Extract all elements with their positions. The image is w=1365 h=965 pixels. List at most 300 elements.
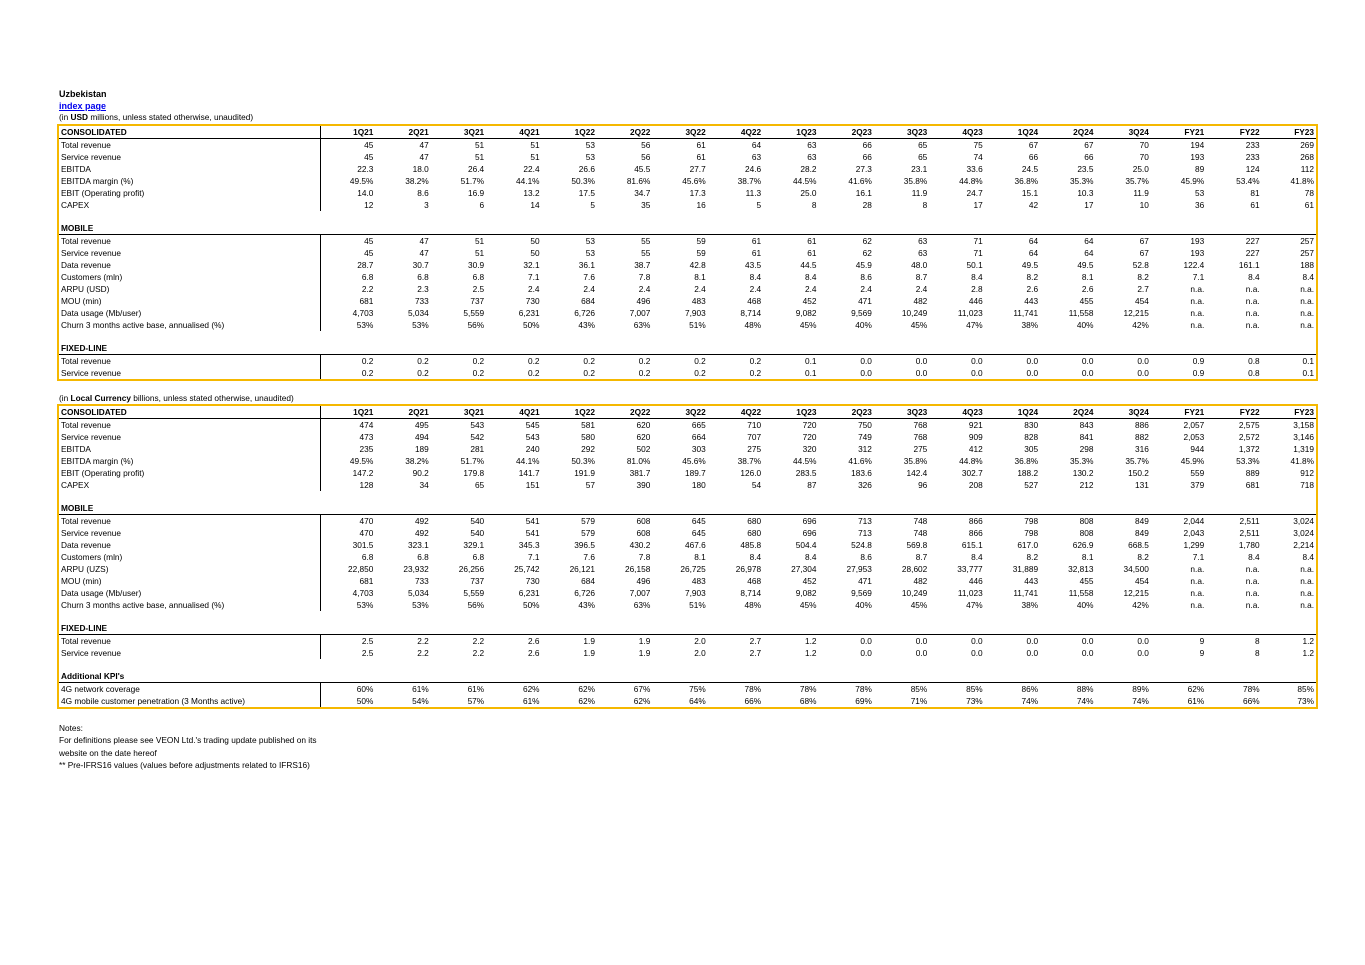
- value-cell: 2,575: [1238, 419, 1260, 430]
- spacer-cell: [929, 659, 984, 670]
- spacer-row: [58, 211, 1317, 222]
- section-cell: [708, 670, 763, 683]
- table-row: [58, 431, 1317, 443]
- spacer-cell: [1206, 659, 1261, 670]
- spacer-cell: [1151, 331, 1206, 342]
- spacer-cell: [486, 611, 541, 622]
- value-cell: 67: [1028, 139, 1039, 150]
- value-cell: 35: [641, 199, 651, 210]
- value-cell: 396.5: [574, 539, 595, 550]
- value-cell: 131: [1135, 479, 1149, 490]
- row-label: CAPEX: [58, 479, 320, 491]
- value-cell: 63: [751, 151, 762, 162]
- value-cell: 9,082: [795, 307, 817, 318]
- value-cell: 44.1%: [516, 175, 540, 186]
- section-cell: [486, 622, 541, 635]
- value-cell: 27.7: [689, 163, 706, 174]
- table-row: [58, 163, 1317, 175]
- value-cell: 620: [636, 419, 651, 430]
- table-row: [58, 175, 1317, 187]
- table-row: [58, 247, 1317, 259]
- value-cell: 44.8%: [959, 175, 983, 186]
- value-cell: 696: [802, 527, 817, 538]
- value-cell: 47: [419, 139, 429, 150]
- value-cell: 569.8: [906, 539, 928, 550]
- value-cell: 269: [1262, 139, 1317, 152]
- value-cell: 85%: [1262, 683, 1317, 696]
- value-cell: 882: [1135, 431, 1149, 442]
- value-cell: 5,559: [463, 307, 485, 318]
- value-cell: 28,602: [901, 563, 928, 574]
- value-cell: 63: [918, 235, 928, 246]
- row-label: Total revenue: [58, 419, 320, 432]
- value-cell: 452: [802, 295, 817, 306]
- table-row: [58, 319, 1317, 331]
- value-cell: 32,813: [1068, 563, 1094, 574]
- value-cell: 2,053: [1183, 431, 1205, 442]
- spacer-cell: [58, 491, 320, 502]
- value-cell: 302.7: [961, 467, 983, 478]
- table-row: [58, 259, 1317, 271]
- value-cell: 0.2: [417, 367, 429, 378]
- value-cell: 8.1: [1081, 271, 1094, 282]
- spacer-cell: [819, 659, 874, 670]
- period-header: 4Q22: [708, 405, 763, 419]
- section-cell: [431, 670, 486, 683]
- table-row: [58, 527, 1317, 539]
- section-row: [58, 502, 1317, 515]
- table-row: [58, 443, 1317, 455]
- value-cell: 0.2: [638, 367, 651, 378]
- period-header: 1Q22: [542, 405, 597, 419]
- value-cell: 681: [359, 295, 374, 306]
- value-cell: 15.1: [1021, 187, 1039, 198]
- value-cell: 665: [691, 419, 706, 430]
- value-cell: 42%: [1132, 319, 1149, 330]
- value-cell: 194: [1190, 139, 1205, 150]
- value-cell: 664: [691, 431, 706, 442]
- value-cell: 473: [359, 431, 374, 442]
- section-label: CONSOLIDATED: [58, 125, 320, 139]
- value-cell: 0.8: [1248, 367, 1260, 378]
- period-header: 4Q21: [486, 125, 541, 139]
- value-cell: 8.4: [1248, 271, 1260, 282]
- value-cell: 44.5: [800, 259, 817, 270]
- value-cell: 8.4: [1262, 551, 1317, 563]
- value-cell: 720: [802, 431, 817, 442]
- value-cell: 13.2: [523, 187, 540, 198]
- value-cell: 57: [585, 479, 595, 490]
- value-cell: n.a.: [1190, 319, 1205, 330]
- section-cell: [431, 622, 486, 635]
- row-label: Service revenue: [58, 247, 320, 259]
- value-cell: 61: [1250, 199, 1260, 210]
- value-cell: 1.2: [1262, 647, 1317, 659]
- spacer-cell: [1095, 491, 1150, 502]
- section-cell: [763, 342, 818, 355]
- value-cell: 2.4: [915, 283, 928, 294]
- value-cell: 748: [913, 527, 928, 538]
- value-cell: 47: [419, 151, 429, 162]
- value-cell: 8: [1255, 635, 1260, 646]
- value-cell: 86%: [1021, 683, 1039, 694]
- value-cell: 12,215: [1123, 307, 1149, 318]
- value-cell: 713: [858, 515, 872, 526]
- value-cell: 0.2: [528, 355, 540, 366]
- value-cell: 8.4: [971, 551, 983, 562]
- table-row: [58, 307, 1317, 319]
- usd-kpi-table: [57, 124, 1318, 381]
- section-cell: [1151, 222, 1206, 235]
- value-cell: n.a.: [1190, 575, 1205, 586]
- spacer-cell: [1040, 611, 1095, 622]
- value-cell: 17: [1084, 199, 1094, 210]
- value-cell: 38.2%: [405, 175, 429, 186]
- spacer-cell: [1151, 211, 1206, 222]
- section-cell: [1262, 622, 1317, 635]
- value-cell: 212: [1079, 479, 1094, 490]
- row-label: MOU (min): [58, 295, 320, 307]
- value-cell: 50: [530, 235, 540, 246]
- section-cell: [542, 342, 597, 355]
- section-cell: [486, 670, 541, 683]
- usd-unit-note: [59, 112, 253, 122]
- value-cell: 233: [1245, 151, 1260, 162]
- value-cell: 12: [364, 199, 374, 210]
- row-label: EBITDA: [58, 163, 320, 175]
- value-cell: 12,215: [1123, 587, 1149, 598]
- value-cell: 680: [747, 527, 762, 538]
- spacer-cell: [874, 491, 929, 502]
- row-label: Service revenue: [58, 647, 320, 659]
- table-row: [58, 695, 1317, 708]
- value-cell: 645: [691, 527, 706, 538]
- table-row: [58, 295, 1317, 307]
- section-cell: [708, 502, 763, 515]
- value-cell: 48%: [744, 599, 762, 610]
- value-cell: 64: [1084, 247, 1094, 258]
- value-cell: 381.7: [629, 467, 651, 478]
- value-cell: n.a.: [1245, 319, 1260, 330]
- value-cell: 0.1: [804, 367, 817, 378]
- spacer-cell: [1040, 659, 1095, 670]
- value-cell: 944: [1190, 443, 1205, 454]
- spacer-cell: [874, 211, 929, 222]
- value-cell: 2.6: [528, 647, 540, 658]
- value-cell: 6.8: [472, 551, 485, 562]
- value-cell: 446: [968, 295, 983, 306]
- value-cell: 68%: [799, 695, 817, 706]
- value-cell: 0.2: [417, 355, 429, 366]
- value-cell: 5: [756, 199, 762, 210]
- value-cell: 55: [641, 247, 651, 258]
- page-title: Uzbekistan: [59, 89, 107, 99]
- value-cell: 2.4: [583, 283, 595, 294]
- row-label: Customers (mln): [58, 271, 320, 283]
- value-cell: 161.1: [1238, 259, 1260, 270]
- value-cell: 51: [474, 235, 485, 246]
- value-cell: 443: [1024, 295, 1039, 306]
- value-cell: 188: [1262, 259, 1317, 271]
- value-cell: 0.0: [971, 355, 983, 366]
- value-cell: 0.0: [971, 647, 983, 658]
- value-cell: 90.2: [412, 467, 429, 478]
- value-cell: 2.5: [361, 647, 374, 658]
- table-row: [58, 479, 1317, 491]
- period-header: 1Q23: [763, 125, 818, 139]
- value-cell: 713: [858, 527, 872, 538]
- value-cell: 412: [968, 443, 983, 454]
- spacer-cell: [1040, 491, 1095, 502]
- value-cell: 620: [636, 431, 651, 442]
- section-cell: [486, 502, 541, 515]
- table-row: [58, 647, 1317, 659]
- value-cell: 3: [424, 199, 429, 210]
- value-cell: 16: [696, 199, 706, 210]
- value-cell: 9: [1199, 635, 1205, 646]
- value-cell: 1,372: [1238, 443, 1260, 454]
- value-cell: 62%: [522, 683, 540, 694]
- value-cell: 0.0: [1026, 367, 1039, 378]
- spacer-cell: [1206, 331, 1261, 342]
- value-cell: 0.2: [749, 355, 762, 366]
- value-cell: 56: [641, 151, 651, 162]
- row-label: Service revenue: [58, 367, 320, 380]
- row-label: Churn 3 months active base, annualised (%): [58, 599, 320, 611]
- value-cell: 470: [359, 527, 374, 538]
- value-cell: 496: [636, 575, 651, 586]
- spacer-cell: [1095, 331, 1150, 342]
- value-cell: 11,741: [1013, 307, 1039, 318]
- period-header: 1Q21: [320, 125, 375, 139]
- spacer-cell: [1206, 491, 1261, 502]
- value-cell: 53%: [412, 319, 429, 330]
- local-currency-unit-note: [59, 393, 294, 403]
- value-cell: 27,953: [846, 563, 872, 574]
- value-cell: 8.4: [1262, 271, 1317, 283]
- value-cell: 7,903: [684, 307, 706, 318]
- value-cell: 8,714: [740, 587, 762, 598]
- section-cell: [486, 342, 541, 355]
- value-cell: 9: [1199, 647, 1205, 658]
- value-cell: 36.8%: [1014, 175, 1039, 186]
- spacer-cell: [597, 491, 652, 502]
- value-cell: 2.4: [528, 283, 540, 294]
- spacer-cell: [1262, 491, 1317, 502]
- value-cell: 545: [525, 419, 540, 430]
- section-cell: [597, 342, 652, 355]
- value-cell: 40%: [1076, 319, 1094, 330]
- value-cell: 45: [364, 247, 374, 258]
- value-cell: 75: [973, 139, 983, 150]
- table-row: [58, 683, 1317, 696]
- value-cell: 69%: [855, 695, 872, 706]
- value-cell: 2.4: [694, 283, 706, 294]
- value-cell: 543: [525, 431, 540, 442]
- section-cell: [597, 222, 652, 235]
- period-header: 3Q23: [874, 125, 929, 139]
- value-cell: 41.8%: [1262, 175, 1317, 187]
- row-label: Total revenue: [58, 355, 320, 368]
- value-cell: 808: [1079, 527, 1094, 538]
- value-cell: 41.6%: [848, 455, 872, 466]
- value-cell: 63: [807, 139, 817, 150]
- value-cell: 2.6: [1081, 283, 1094, 294]
- index-page-link[interactable]: index page: [59, 101, 107, 111]
- value-cell: 45.6%: [682, 455, 706, 466]
- value-cell: 11.9: [911, 187, 928, 198]
- period-header: 1Q23: [763, 405, 818, 419]
- spacer-row: [58, 491, 1317, 502]
- period-header: 1Q24: [985, 405, 1040, 419]
- value-cell: 14: [530, 199, 540, 210]
- value-cell: 828: [1024, 431, 1039, 442]
- spacer-cell: [542, 611, 597, 622]
- period-header: 4Q23: [929, 405, 984, 419]
- value-cell: 275: [913, 443, 928, 454]
- value-cell: 81.6%: [626, 175, 651, 186]
- value-cell: 17: [973, 199, 983, 210]
- value-cell: 179.8: [463, 467, 485, 478]
- spacer-cell: [652, 611, 707, 622]
- value-cell: 921: [968, 419, 983, 430]
- value-cell: 6,231: [518, 307, 540, 318]
- period-header: 3Q22: [652, 125, 707, 139]
- value-cell: 61%: [522, 695, 540, 706]
- value-cell: 61: [696, 151, 706, 162]
- value-cell: 71: [973, 247, 983, 258]
- value-cell: 2,511: [1239, 515, 1260, 526]
- value-cell: 581: [581, 419, 595, 430]
- value-cell: 482: [913, 295, 928, 306]
- spacer-cell: [763, 211, 818, 222]
- value-cell: 0.2: [694, 355, 706, 366]
- value-cell: 492: [414, 527, 429, 538]
- table-row: [58, 271, 1317, 283]
- table-row: [58, 151, 1317, 163]
- value-cell: 268: [1262, 151, 1317, 163]
- period-header: 1Q22: [542, 125, 597, 139]
- value-cell: 24.5: [1021, 163, 1039, 174]
- section-label: MOBILE: [58, 502, 320, 515]
- spacer-cell: [1040, 331, 1095, 342]
- row-label: 4G mobile customer penetration (3 Months active): [58, 695, 320, 708]
- section-cell: [375, 622, 430, 635]
- value-cell: 2.4: [749, 283, 762, 294]
- table-row: [58, 283, 1317, 295]
- value-cell: 454: [1135, 575, 1149, 586]
- value-cell: 50.1: [966, 259, 983, 270]
- value-cell: 8.4: [749, 551, 762, 562]
- spacer-cell: [929, 491, 984, 502]
- value-cell: 42.8: [689, 259, 706, 270]
- section-cell: [375, 342, 430, 355]
- value-cell: 8.6: [860, 551, 872, 562]
- value-cell: 502: [636, 443, 651, 454]
- value-cell: 61%: [467, 683, 485, 694]
- value-cell: 45%: [799, 599, 817, 610]
- period-header: 2Q21: [375, 125, 430, 139]
- value-cell: 130.2: [1072, 467, 1094, 478]
- unit-suffix: millions, unless stated otherwise, unaudited): [88, 112, 254, 122]
- value-cell: 886: [1135, 419, 1149, 430]
- value-cell: 40%: [855, 319, 872, 330]
- spacer-cell: [375, 491, 430, 502]
- spacer-cell: [1095, 611, 1150, 622]
- value-cell: 0.1: [1262, 355, 1317, 368]
- spacer-cell: [874, 331, 929, 342]
- value-cell: 10.3: [1077, 187, 1094, 198]
- value-cell: 53%: [356, 599, 374, 610]
- table-row: [58, 235, 1317, 248]
- spacer-cell: [763, 611, 818, 622]
- value-cell: 51.7%: [460, 175, 485, 186]
- unit-currency: Local Currency: [70, 393, 131, 403]
- period-header: FY22: [1206, 405, 1261, 419]
- row-label: Service revenue: [58, 151, 320, 163]
- value-cell: n.a.: [1245, 563, 1260, 574]
- value-cell: 64%: [689, 695, 706, 706]
- value-cell: 3,146: [1262, 431, 1317, 443]
- value-cell: 51: [530, 151, 540, 162]
- value-cell: 26,121: [569, 563, 595, 574]
- section-cell: [652, 342, 707, 355]
- header-row: [58, 125, 1317, 139]
- value-cell: n.a.: [1190, 283, 1205, 294]
- value-cell: 151: [525, 479, 540, 490]
- spacer-cell: [542, 491, 597, 502]
- value-cell: 43%: [578, 599, 595, 610]
- value-cell: 495: [414, 419, 429, 430]
- section-cell: [708, 342, 763, 355]
- value-cell: 47: [419, 247, 429, 258]
- spacer-cell: [542, 331, 597, 342]
- value-cell: 53: [1195, 187, 1205, 198]
- section-cell: [929, 622, 984, 635]
- value-cell: 62: [862, 235, 872, 246]
- section-cell: [929, 502, 984, 515]
- spacer-cell: [819, 331, 874, 342]
- value-cell: 9,569: [851, 587, 872, 598]
- spacer-cell: [819, 491, 874, 502]
- value-cell: 61: [807, 247, 817, 258]
- section-cell: [1262, 670, 1317, 683]
- value-cell: 61%: [412, 683, 429, 694]
- value-cell: 78%: [855, 683, 872, 694]
- value-cell: 65: [474, 479, 485, 490]
- value-cell: 27,304: [791, 563, 817, 574]
- value-cell: 615.1: [961, 539, 983, 550]
- value-cell: 1.9: [638, 647, 651, 658]
- value-cell: 305: [1024, 443, 1039, 454]
- value-cell: 454: [1135, 295, 1149, 306]
- period-header: 3Q24: [1095, 405, 1150, 419]
- value-cell: 51: [474, 151, 485, 162]
- value-cell: 66: [862, 139, 872, 150]
- period-header: FY21: [1151, 125, 1206, 139]
- spacer-cell: [486, 331, 541, 342]
- value-cell: 5,559: [463, 587, 485, 598]
- period-header: 4Q23: [929, 125, 984, 139]
- period-header: 4Q21: [486, 405, 541, 419]
- spacer-cell: [1262, 211, 1317, 222]
- value-cell: 608: [636, 527, 651, 538]
- value-cell: 40%: [855, 599, 872, 610]
- value-cell: 543: [470, 419, 485, 430]
- spacer-cell: [320, 491, 375, 502]
- value-cell: 798: [1024, 527, 1039, 538]
- section-cell: [431, 342, 486, 355]
